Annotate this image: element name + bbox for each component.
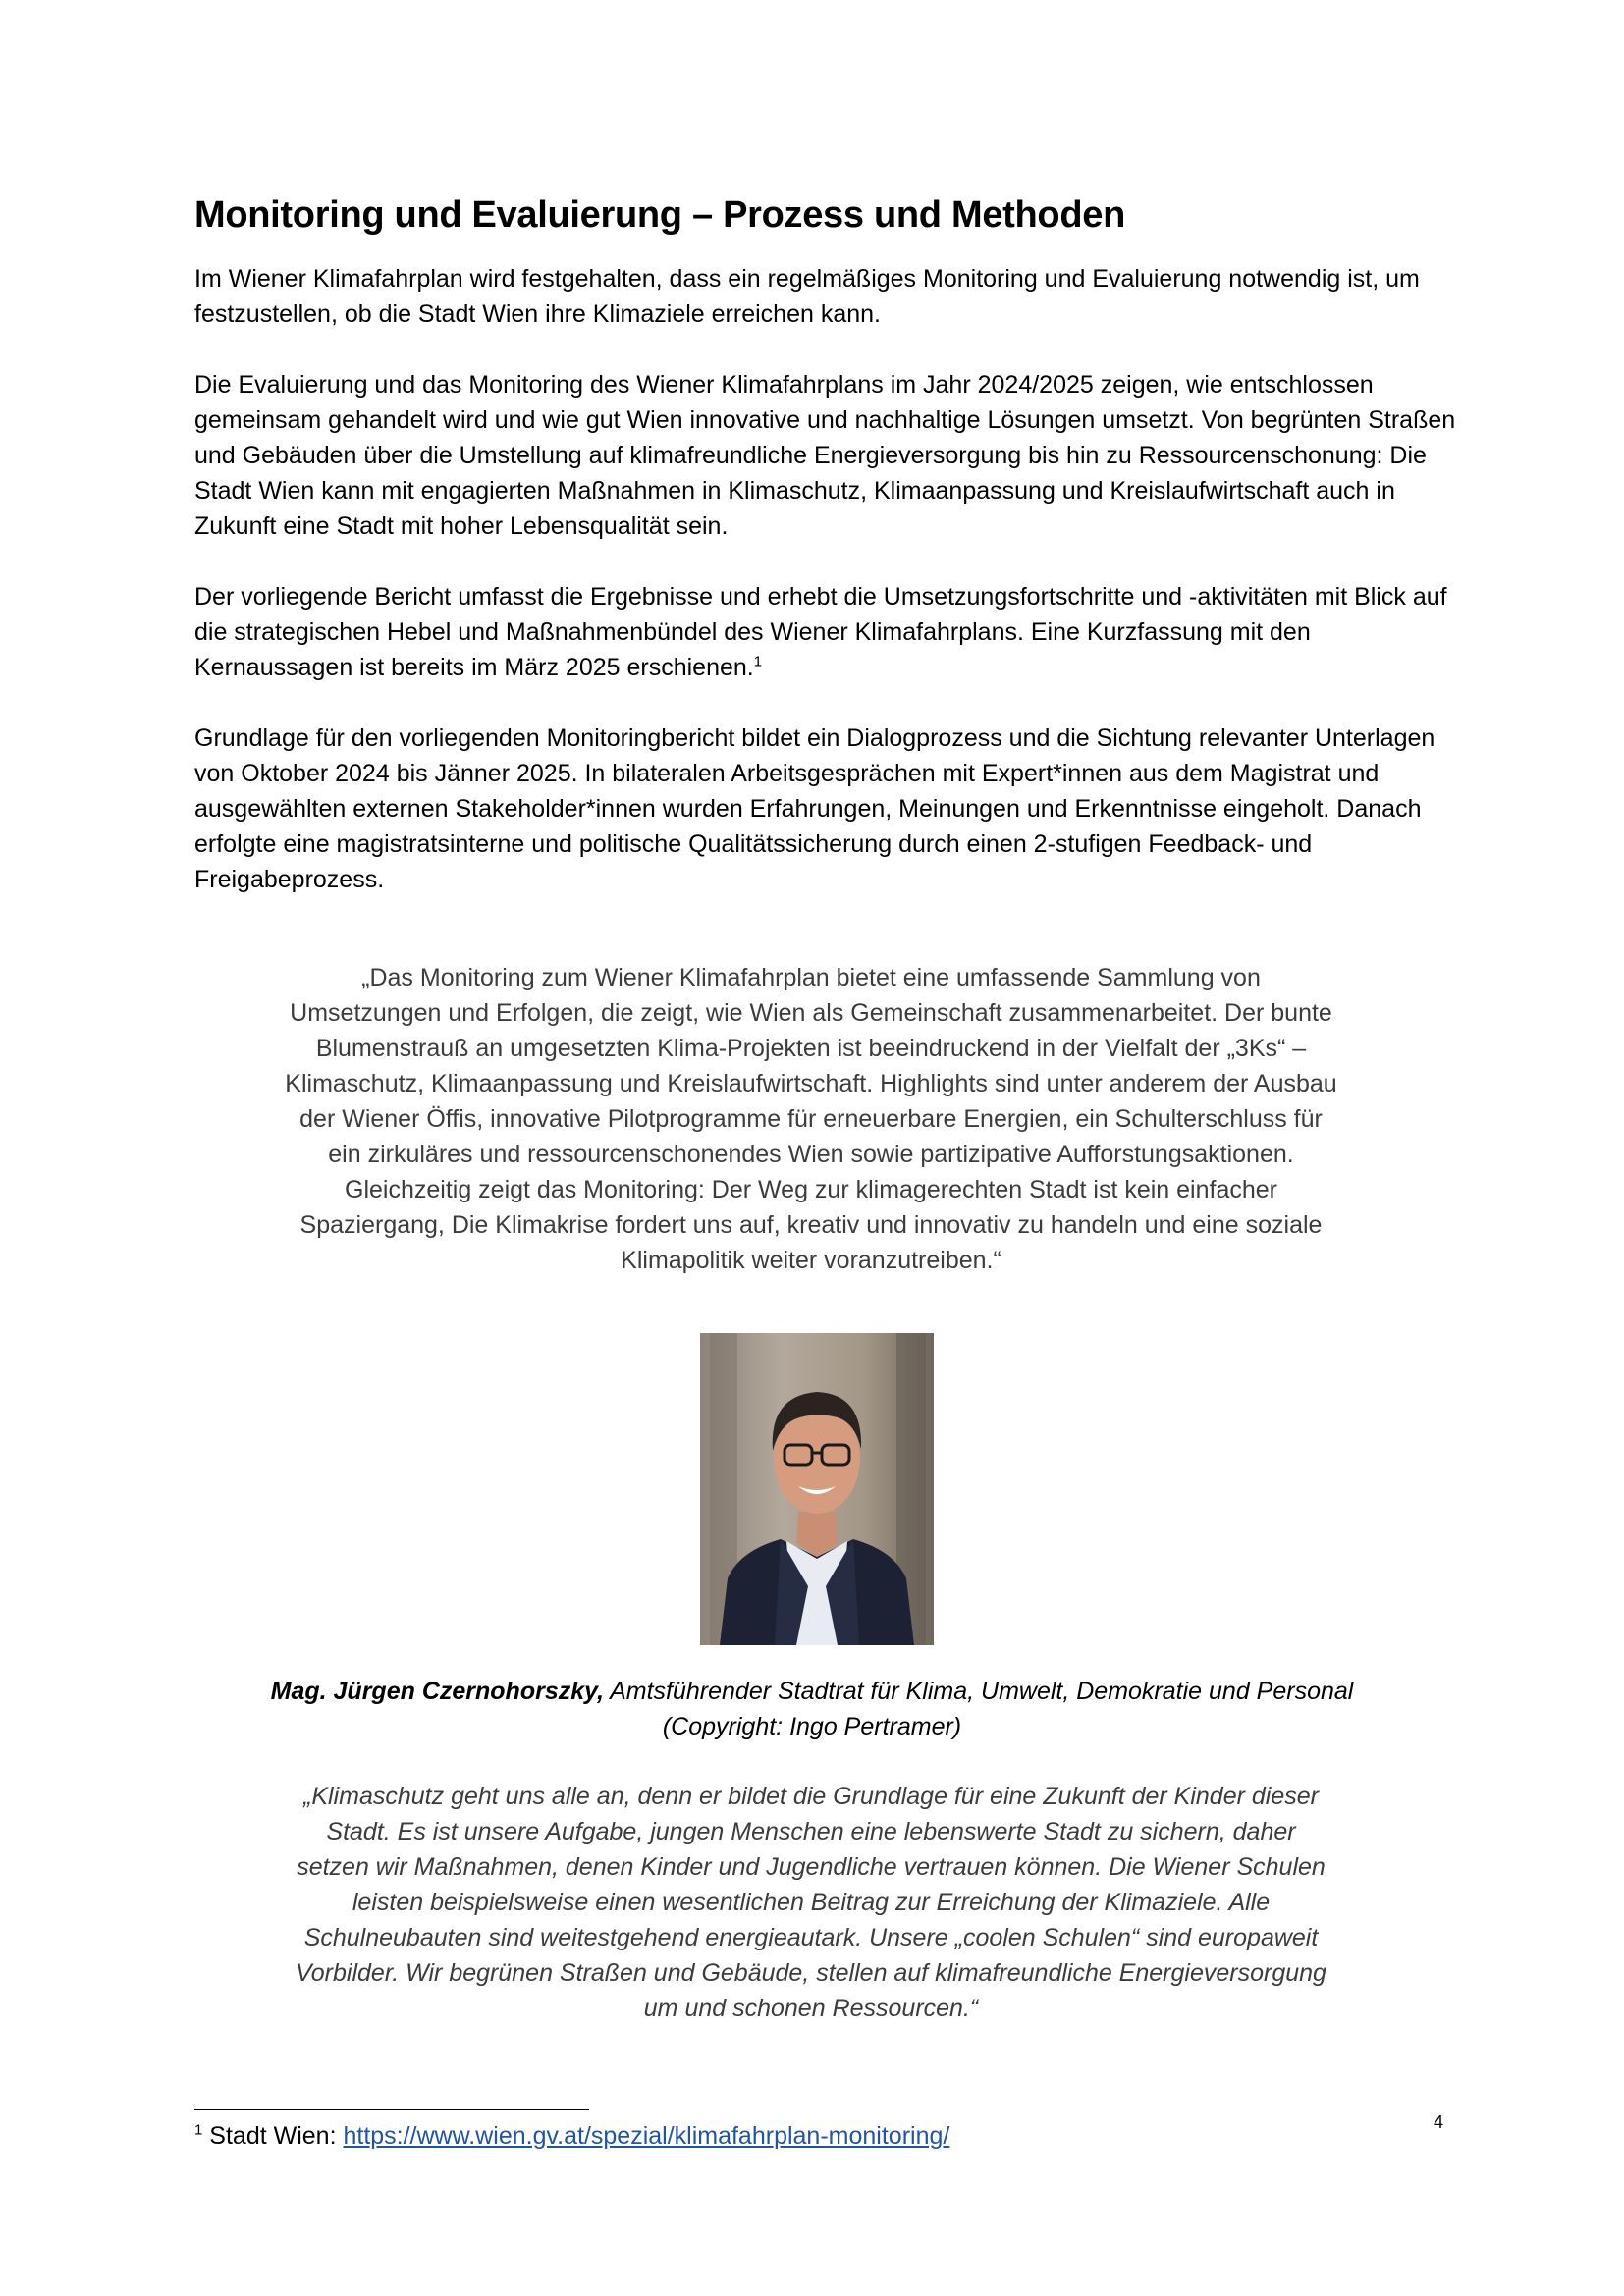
portrait-photo	[700, 1333, 934, 1645]
paragraph-intro: Im Wiener Klimafahrplan wird festgehalten, dass ein regelmäßiges Monitoring und Evaluierung notwendig ist, um festzustellen, ob die Stadt Wien ihre Klimaziele erreichen kann.	[194, 265, 1420, 328]
footnote-reference[interactable]: 1	[753, 653, 763, 670]
footnote	[194, 2118, 949, 2154]
paragraph-report	[194, 579, 1461, 685]
quote-climate-protection: „Klimaschutz geht uns alle an, denn er bildet die Grundlage für eine Zukunft der Kinder dieser Stadt. Es ist unsere Aufgabe, jungen Menschen eine lebenswerte Stadt zu sichern, daher setzen wir Maßnahmen, denen Kinder und Jugendliche vertrauen können. Die Wiener Schulen leisten beispielsweise einen wesentlichen Beitrag zur Erreichung der Klimaziele. Alle Schulneubauten sind weitestgehend energieautark. Unsere „coolen Schulen“ sind europaweit Vorbilder. Wir begrünen Straßen und Gebäude, stellen auf klimafreundliche Energieversorgung um und schonen Ressourcen.“	[296, 1783, 1326, 2022]
section-heading: Monitoring und Evaluierung – Prozess und Methoden	[194, 194, 1125, 236]
paragraph-report-text: Der vorliegende Bericht umfasst die Ergebnisse und erhebt die Umsetzungsfortschritte und -aktivitäten mit Blick auf die strategischen Hebel und Maßnahmenbündel des Wiener Klimafahrplans. Eine Kurzfassung mit den Kernaussagen ist bereits im März 2025 erschienen.	[194, 583, 1447, 681]
footnote-label: Stadt Wien:	[202, 2122, 344, 2150]
page-number: 4	[1433, 2112, 1443, 2132]
caption-copyright: (Copyright: Ingo Pertramer)	[662, 1713, 962, 1740]
caption-role: Amtsführender Stadtrat für Klima, Umwelt, Demokratie und Personal	[604, 1678, 1354, 1705]
footnote-separator	[194, 2109, 589, 2110]
quote-monitoring: „Das Monitoring zum Wiener Klimafahrplan bietet eine umfassende Sammlung von Umsetzungen und Erfolgen, die zeigt, wie Wien als Gemeinschaft zusammenarbeitet. Der bunte Blumenstrauß an umgesetzten Klima-Projekten ist beeindruckend in der Vielfalt der „3Ks“ – Klimaschutz, Klimaanpassung und Kreislaufwirtschaft. Highlights sind unter anderem der Ausbau der Wiener Öffis, innovative Pilotprogramme für erneuerbare Energien, ein Schulterschluss für ein zirkuläres und ressourcenschonendes Wien sowie partizipative Aufforstungsaktionen. Gleichzeitig zeigt das Monitoring: Der Weg zur klimagerechten Stadt ist kein einfacher Spaziergang, Die Klimakrise fordert uns auf, kreativ und innovativ zu handeln und eine soziale Klimapolitik weiter voranzutreiben.“	[285, 964, 1337, 1274]
photo-caption	[194, 1674, 1430, 1744]
paragraph-evaluation: Die Evaluierung und das Monitoring des Wiener Klimafahrplans im Jahr 2024/2025 zeigen, wie entschlossen gemeinsam gehandelt wird und wie gut Wien innovative und nachhaltige Lösungen umsetzt. Von begrünten Straßen und Gebäuden über die Umstellung auf klimafreundliche Energieversorgung bis hin zu Ressourcenschonung: Die Stadt Wien kann mit engagierten Maßnahmen in Klimaschutz, Klimaanpassung und Kreislaufwirtschaft auch in Zukunft eine Stadt mit hoher Lebensqualität sein.	[194, 371, 1456, 540]
footnote-number: 1	[194, 2121, 203, 2139]
paragraph-basis: Grundlage für den vorliegenden Monitoringbericht bildet ein Dialogprozess und die Sichtung relevanter Unterlagen von Oktober 2024 bis Jänner 2025. In bilateralen Arbeitsgesprächen mit Expert*innen aus dem Magistrat und ausgewählten externen Stakeholder*innen wurden Erfahrungen, Meinungen und Erkenntnisse eingeholt. Danach erfolgte eine magistratsinterne und politische Qualitätssicherung durch einen 2-stufigen Feedback- und Freigabeprozess.	[194, 724, 1435, 893]
caption-name: Mag. Jürgen Czernohorszky,	[270, 1678, 605, 1705]
footnote-link[interactable]: https://www.wien.gv.at/spezial/klimafahrplan-monitoring/	[343, 2122, 950, 2150]
